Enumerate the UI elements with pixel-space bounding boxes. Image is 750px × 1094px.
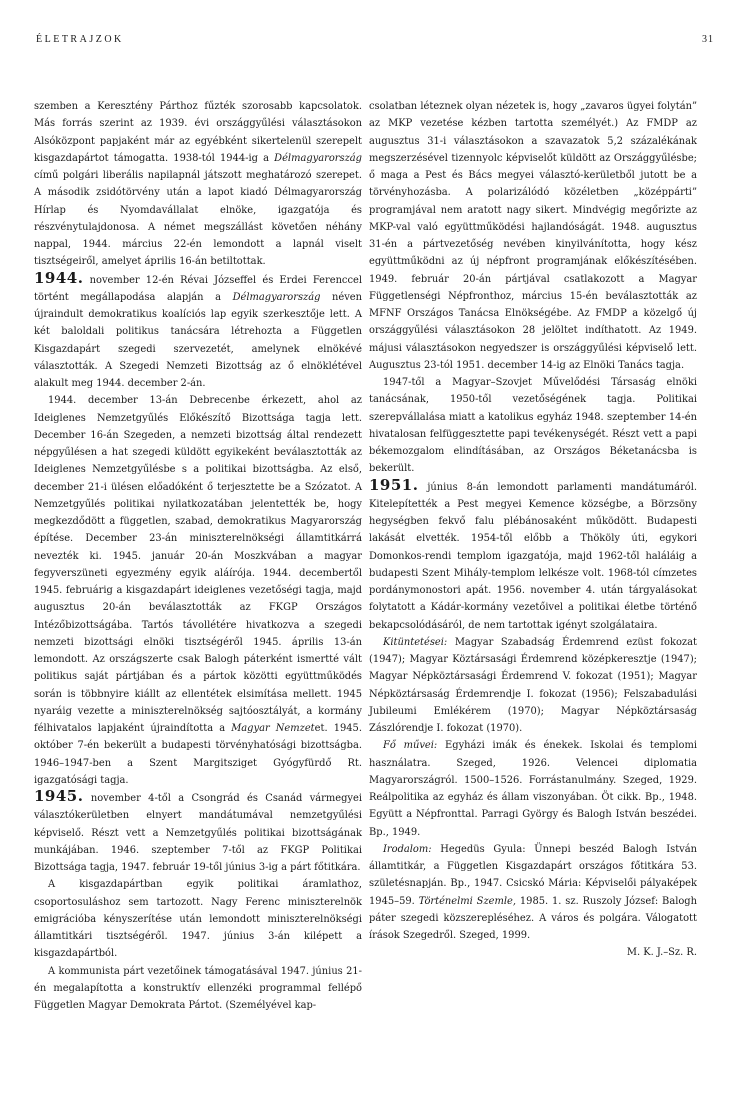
paragraph: csolatban léteznek olyan nézetek is, hogy „zavaros ügyei folytán” az MKP vezetése kézben tartotta személyét.) Az FMDP az augusztus 31-i választásokon a szavazatok 5,2 százalékának megszerzésével tizennyolc képviselőt küldött az Országgyűlésbe; ő maga a Pest és Bács megyei választó-kerületből jutott be a törvényhozásba. A polarizálódó közéletben „középpárti” programjával nem aratott nagy sikert. Mindvégig megőrizte az MKP-val való együttműködési hajlandóságát. 1948. augusztus 31-én a pártvezetőség nevében kinyilvánította, hogy kész együttműködni az új népfront programjának előkészítésében. 1949. február 20-án pártjával csatlakozott a Magyar Függetlenségi Népfronthoz, március 15-én beválasztották az MFNF Országos Tanácsa Elnökségébe. Az FMDP a közelgő új országgyűlési választásokon 28 jelöltet indíthatott. Az 1949. májusi választásokon negyedszer is országgyűlési képviselő lett. Augusztus 23-tól 1951. december 14-ig az Elnöki Tanács tagja.	[369, 101, 697, 371]
section-title: ÉLETRAJZOK	[36, 34, 124, 45]
author-signature: M. K. J.–Sz. R.	[626, 947, 697, 959]
paragraph: A kommunista párt vezetőinek támogatásával 1947. június 21-én megalapította a konstruktív ellenzéki programmal fellépő Független Magyar Demokrata Pártot. (Személyével kap-	[34, 965, 362, 1011]
running-head	[36, 34, 714, 48]
awards-label: Kitüntetései:	[383, 636, 448, 648]
year-paragraph-1944: 1944. november 12-én Révai Józseffel és Erdei Ferenccel történt megállapodása alapján a Délmagyarország néven újraindult demokratikus koalíciós lap egyik szerkesztője lett. A két baloldali politikus tanácsára létrehozta a Független Kisgazdapárt szegedi szervezetét, amelynek elnökévé választották. A Szegedi Nemzeti Bizottság az ő elnöklétével alakult meg 1944. december 2-án.	[34, 268, 362, 389]
awards-paragraph: Kitüntetései: Magyar Szabadság Érdemrend ezüst fokozat (1947); Magyar Köztársasági Érdemrend középkeresztje (1947); Magyar Népköztársasági Érdemrend V. fokozat (1951); Magyar Népköztársaság Érdemrendje I. fokozat (1956); Felszabadulási Jubileumi Emlékérem (1970); Magyar Népköztársaság Zászlórendje I. fokozat (1970).	[369, 636, 697, 734]
year-heading: 1945.	[34, 787, 84, 805]
works-paragraph: Fő művei: Egyházi imák és énekek. Iskolai és templomi használatra. Szeged, 1926. Velencei diplomatia Magyarországról. 1500–1526. Forrástanulmány. Szeged, 1929. Reálpolitika az egyház és állam viszonyában. Öt cikk. Bp., 1948. Együtt a Népfronttal. Parragi György és Balogh István beszédei. Bp., 1949.	[369, 740, 697, 838]
paragraph: A kisgazdapártban egyik politikai áramlathoz, csoportosuláshoz sem tartozott. Nagy Ferenc miniszterelnök emigrációba kényszerítése után lemondott miniszterelnökségi államtitkári tisztségéről. 1947. június 3-án kilépett a kisgazdapártból.	[34, 879, 362, 960]
year-paragraph-1951: 1951. június 8-án lemondott parlamenti mandátumáról. Kitelepítették a Pest megyei Kemence községbe, a Börzsöny hegységben fekvő falu plébánosaként működött. Budapesti lakását elvették. 1954-től előbb a Thököly úti, egykori Domonkos-rendi templom igazgatója, majd 1962-től haláláig a budapesti Szent Mihály-templom lelkésze volt. 1968-tól címzetes pordánymonostori apát. 1956. november 4. után tárgyalásokat folytatott a Kádár-kormány vezetőivel a politikai életbe történő bekapcsolódásáról, de nem tartottak igényt szolgálataira.	[369, 475, 697, 631]
paragraph: 1947-től a Magyar–Szovjet Művelődési Társaság elnöki tanácsának, 1950-től vezetőségének tagja. Politikai szerepvállalása miatt a katolikus egyház 1948. szeptember 14-én hivatalosan felfüggesztette papi tevékenységét. Részt vett a papi békemozgalom elindításában, az Országos Béketanácsba is bekerült.	[369, 377, 697, 475]
literature-paragraph: Irodalom: Hegedüs Gyula: Ünnepi beszéd Balogh István államtitkár, a Független Kisgazdapárt országos főtitkára 53. születésnapján. Bp., 1947. Csicskó Mária: Képviselői pályaképek 1945–59. Történelmi Szemle, 1985. 1. sz. Ruszoly József: Balogh páter szegedi közszerepléséhez. A város és polgára. Válogatott írások Szegedről. Szeged, 1999.	[369, 843, 697, 941]
paragraph: szemben a Keresztény Párthoz fűzték szorosabb kapcsolatok. Más forrás szerint az 1939. évi országgyűlési választásokon Alsóközpont papjaként már az egyébként sikertelenül szerepelt kisgazdapártot támogatta. 1938-tól 1944-ig a Délmagyarország című polgári liberális napilapnál játszott meghatározó szerepet. A második zsidótörvény után a lapot kiadó Délmagyarország Hírlap és Nyomdavállalat elnöke, igazgatója és részvénytulajdonosa. A német megszállást követően néhány nappal, 1944. március 22-én lemondott a lapnál viselt tisztségeiről, amelyet április 16-án betiltottak.	[34, 101, 362, 268]
page-number: 31	[702, 34, 714, 45]
works-label: Fő művei:	[383, 740, 438, 752]
paragraph: 1944. december 13-án Debrecenbe érkezett, ahol az Ideiglenes Nemzetgyűlés Előkészítő Bizottsága tagja lett. December 16-án Szegeden, a nemzeti bizottság által rendezett népgyűlésen a hat szegedi küldött egyikeként beválasztották az Ideiglenes Nemzetgyűlésbe s a politikai bizottságba. Az első, december 21-i ülésen előadóként ő terjesztette be a Szózatot. A Nemzetgyűlés politikai nyilatkozatában jelentették be, hogy megkezdődött a független, szabad, demokratikus Magyarország építése. December 23-án miniszterelnökségi államtitkárrá nevezték ki. 1945. január 20-án Moszkvában a magyar fegyverszüneti egyezmény egyik aláírója. 1944. decembertől 1945. februárig a kisgazdapárt ideiglenes vezetőségi tagja, majd augusztus 20-án beválasztották az FKGP Országos Intézőbizottságába. Tartós távollétére hivatkozva a szegedi nemzeti bizottsági elnöki tisztségéről 1945. április 13-án lemondott. Az országszerte csak Balogh páterként ismertté vált politikus saját pártjában és a pártok közötti együttműködés során is többnyire kiállt az ellentétek elsimítása mellett. 1945 nyaráig vezette a miniszterelnökség sajtóosztályát, a kormány félhivatalos lapjaként újraindította a Magyar Nemzetet. 1945. október 7-én bekerült a budapesti törvényhatósági bizottságba. 1946–1947-ben a Szent Margitsziget Gyógyfürdő Rt. igazgatósági tagja.	[34, 395, 362, 786]
right-column	[369, 98, 697, 962]
year-paragraph-1945: 1945. november 4-től a Csongrád és Csanád vármegyei választókerületben elnyert mandátumával nemzetgyűlési képviselő. Részt vett a Nemzetgyűlés politikai bizottságának munkájában. 1946. szeptember 7-től az FKGP Politikai Bizottsága tagja, 1947. február 19-től június 3-ig a párt főtitkára.	[34, 787, 362, 873]
literature-label: Irodalom:	[383, 843, 432, 855]
left-column	[34, 98, 362, 1014]
year-heading: 1944.	[34, 268, 84, 287]
year-heading: 1951.	[369, 475, 419, 494]
